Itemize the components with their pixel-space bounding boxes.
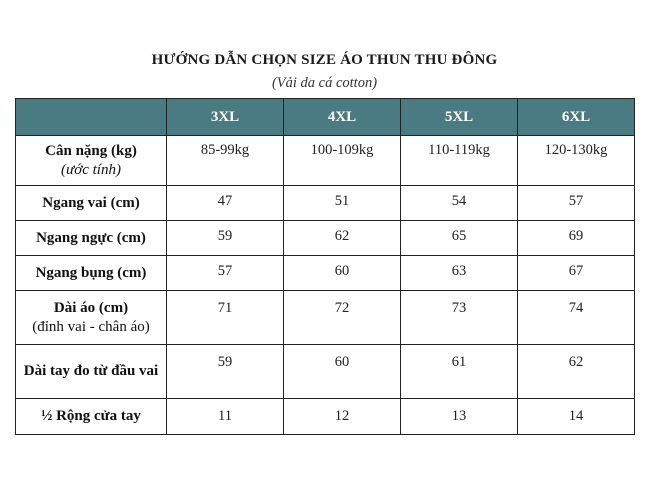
header-size-3xl: 3XL — [167, 99, 284, 136]
row-label-note: (đỉnh vai - chân áo) — [32, 319, 150, 335]
header-corner-cell — [16, 99, 167, 136]
header-size-6xl: 6XL — [518, 99, 635, 136]
table-cell: 11 — [167, 399, 284, 435]
row-label-cuff-width: ½ Rộng cửa tay — [16, 399, 167, 435]
page-title: HƯỚNG DẪN CHỌN SIZE ÁO THUN THU ĐÔNG — [151, 52, 498, 68]
row-label-text: Dài áo (cm) — [53, 300, 129, 316]
row-label-chest-width: Ngang ngực (cm) — [16, 221, 167, 256]
table-cell: 100-109kg — [284, 136, 401, 186]
table-cell: 71 — [167, 291, 284, 345]
header-size-4xl: 4XL — [284, 99, 401, 136]
page-subtitle: (Vải da cá cotton) — [271, 75, 378, 91]
table-row-shoulder-width — [16, 186, 635, 221]
table-row-cuff-width — [16, 399, 635, 435]
table-cell: 62 — [284, 221, 401, 256]
table-cell: 120-130kg — [518, 136, 635, 186]
row-label-shirt-length — [16, 291, 167, 345]
table-cell: 59 — [167, 221, 284, 256]
table-cell: 110-119kg — [401, 136, 518, 186]
row-label-note: (ước tính) — [61, 162, 121, 178]
table-cell: 69 — [518, 221, 635, 256]
header-size-5xl: 5XL — [401, 99, 518, 136]
table-row-shirt-length — [16, 291, 635, 345]
table-cell: 51 — [284, 186, 401, 221]
table-row-belly-width — [16, 256, 635, 291]
row-label-belly-width: Ngang bụng (cm) — [16, 256, 167, 291]
row-label-weight — [16, 136, 167, 186]
table-row-sleeve-length — [16, 345, 635, 399]
table-cell: 61 — [401, 345, 518, 399]
table-cell: 54 — [401, 186, 518, 221]
table-cell: 67 — [518, 256, 635, 291]
table-cell: 57 — [518, 186, 635, 221]
table-cell: 72 — [284, 291, 401, 345]
size-chart-table — [15, 98, 635, 435]
table-cell: 59 — [167, 345, 284, 399]
table-cell: 85-99kg — [167, 136, 284, 186]
table-cell: 47 — [167, 186, 284, 221]
table-cell: 62 — [518, 345, 635, 399]
table-cell: 73 — [401, 291, 518, 345]
table-cell: 60 — [284, 345, 401, 399]
table-cell: 65 — [401, 221, 518, 256]
row-label-text: Cân nặng (kg) — [45, 143, 137, 159]
row-label-shoulder-width: Ngang vai (cm) — [16, 186, 167, 221]
table-header-row — [16, 99, 635, 136]
table-cell: 74 — [518, 291, 635, 345]
table-cell: 13 — [401, 399, 518, 435]
table-row-chest-width — [16, 221, 635, 256]
table-cell: 63 — [401, 256, 518, 291]
table-cell: 12 — [284, 399, 401, 435]
table-row-weight — [16, 136, 635, 186]
table-cell: 60 — [284, 256, 401, 291]
table-cell: 14 — [518, 399, 635, 435]
row-label-sleeve-length: Dài tay đo từ đầu vai — [16, 345, 167, 399]
table-cell: 57 — [167, 256, 284, 291]
